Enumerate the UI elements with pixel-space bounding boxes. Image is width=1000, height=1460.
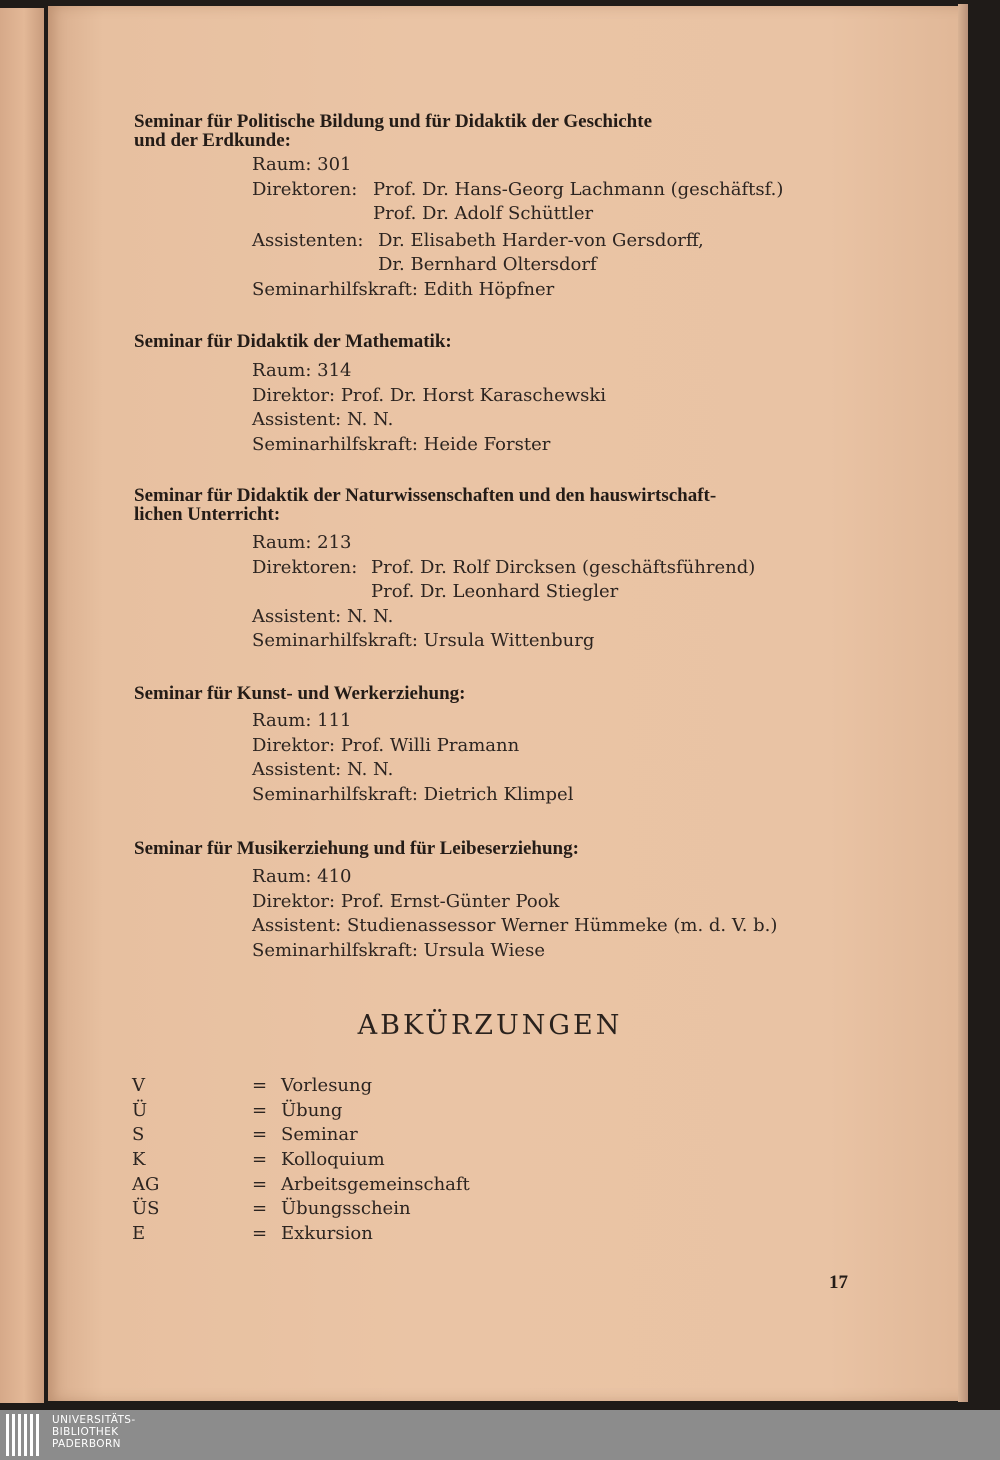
seminar-musik — [134, 839, 854, 963]
room: Raum: 111 — [252, 710, 352, 731]
seminar-title: Seminar für Politische Bildung und für Didaktik der Geschichte und der Erdkunde: — [134, 111, 653, 151]
abbreviation-row: E = Exkursion — [132, 1223, 373, 1245]
page-number: 17 — [829, 1272, 848, 1293]
room: Raum: 410 — [252, 866, 352, 887]
director-second: Prof. Dr. Adolf Schüttler — [373, 203, 594, 224]
director: Direktor: Prof. Ernst-Günter Pook — [252, 890, 560, 912]
left-page-edge — [0, 8, 44, 1403]
seminar-mathematik — [134, 332, 854, 457]
assistant: Assistent: Studienassessor Werner Hümmeke (m. d. V. b.) — [252, 915, 778, 936]
abbreviation-row: V = Vorlesung — [132, 1075, 373, 1096]
assistant: Assistent: N. N. — [252, 605, 394, 627]
directors: Direktoren: Prof. Dr. Hans-Georg Lachmann (geschäftsf.) — [252, 178, 784, 200]
seminar-title: Seminar für Musikerziehung und für Leibeserziehung: — [134, 838, 579, 859]
seminar-naturwissenschaften — [134, 486, 854, 654]
abbreviation-row: Ü = Übung — [132, 1099, 343, 1121]
director: Direktor: Prof. Willi Pramann — [252, 734, 520, 756]
assistants: Assistenten: Dr. Elisabeth Harder-von Gersdorff, — [252, 229, 704, 251]
abbreviation-row: AG = Arbeitsgemeinschaft — [132, 1173, 470, 1195]
seminar-politische-bildung — [134, 112, 854, 302]
director-second: Prof. Dr. Leonhard Stiegler — [371, 581, 619, 602]
room: Raum: 301 — [252, 154, 352, 175]
footer-bar — [0, 1410, 1000, 1460]
assistant: Assistent: N. N. — [252, 409, 394, 430]
director: Direktor: Prof. Dr. Horst Karaschewski — [252, 384, 607, 406]
seminar-title: Seminar für Didaktik der Naturwissenschaften und den hauswirtschaft- lichen Unterricht: — [134, 485, 717, 525]
library-logo-text: UNIVERSITÄTS- BIBLIOTHEK PADERBORN — [52, 1414, 136, 1450]
abbreviation-row: ÜS = Übungsschein — [132, 1198, 411, 1220]
library-logo-icon — [6, 1414, 44, 1456]
helper: Seminarhilfskraft: Ursula Wiese — [252, 939, 545, 961]
seminar-title: Seminar für Didaktik der Mathematik: — [134, 331, 452, 352]
helper: Seminarhilfskraft: Dietrich Klimpel — [252, 783, 574, 805]
room: Raum: 314 — [252, 360, 352, 381]
abbreviations-list — [132, 1074, 632, 1247]
room: Raum: 213 — [252, 532, 352, 553]
right-page-edge — [958, 4, 968, 1402]
assistant: Assistent: N. N. — [252, 759, 394, 780]
helper: Seminarhilfskraft: Ursula Wittenburg — [252, 630, 595, 651]
abbreviation-row: K = Kolloquium — [132, 1149, 385, 1171]
seminar-kunst — [134, 684, 854, 807]
helper: Seminarhilfskraft: Edith Höpfner — [252, 278, 555, 300]
helper: Seminarhilfskraft: Heide Forster — [252, 433, 551, 455]
abbreviations-heading: ABKÜRZUNGEN — [357, 1010, 623, 1041]
directors: Direktoren: Prof. Dr. Rolf Dircksen (geschäftsführend) — [252, 556, 756, 578]
abbreviation-row: S = Seminar — [132, 1124, 358, 1146]
seminar-title: Seminar für Kunst- und Werkerziehung: — [134, 683, 466, 704]
assistant-second: Dr. Bernhard Oltersdorf — [378, 254, 597, 275]
